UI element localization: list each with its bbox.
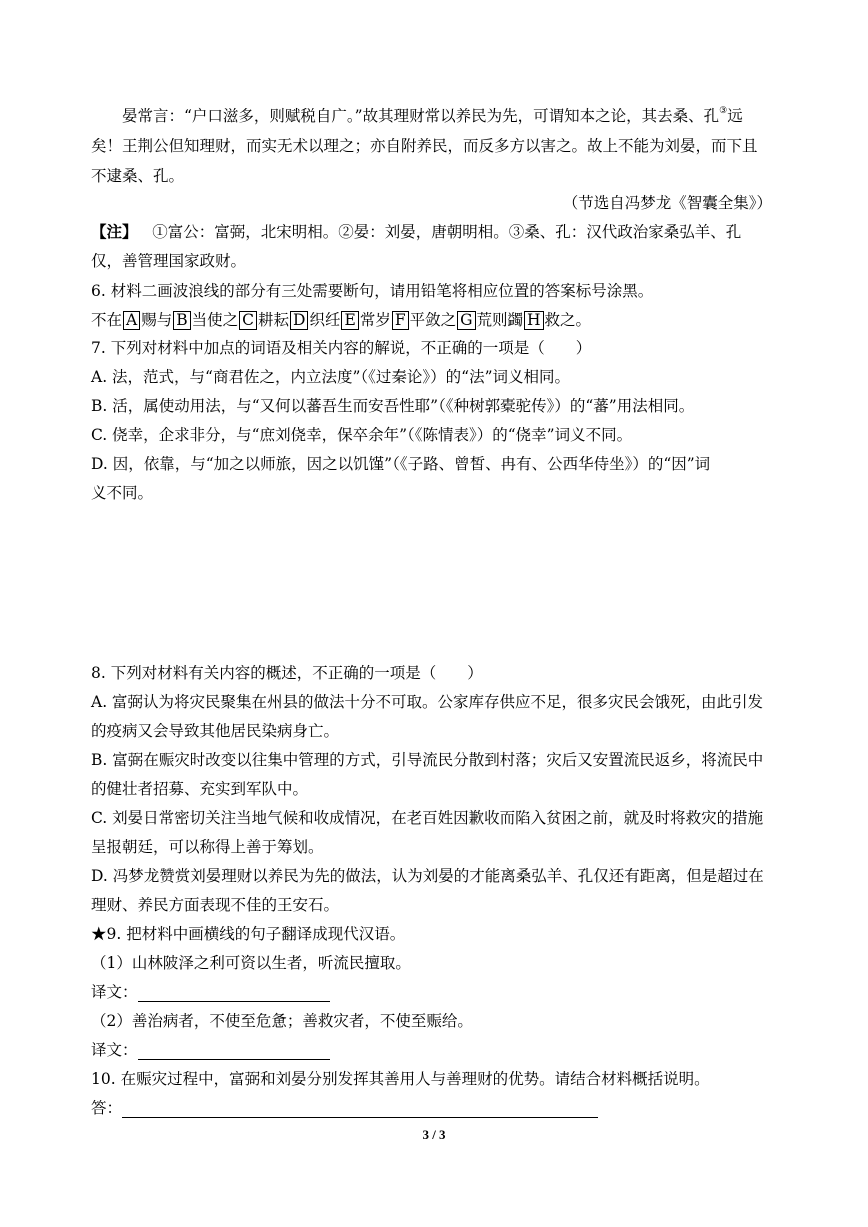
footnote-marker: ③ [719,106,728,116]
passage-line-2: 矣！王荆公但知理财，而实无术以理之；亦自附养民，而反多方以害之。故上不能为刘晏，而下且 [91,137,758,155]
passage-source: （节选自冯梦龙《智囊全集》） [562,194,772,212]
option-box-c[interactable]: C [239,311,257,330]
q7-option-c: C. 侥幸，企求非分，与“庶刘侥幸，保卒余年”（《陈情表》）的“侥幸”词义不同。 [91,426,633,444]
q8-option-a-line1: A. 富弼认为将灾民聚集在州县的做法十分不可取。公家库存供应不足，很多灾民会饿死，由此引发 [91,693,764,711]
q8-option-b-line2: 的健壮者招募、充实到军队中。 [91,780,309,798]
option-box-h[interactable]: H [524,311,544,330]
q8-option-d-line1: D. 冯梦龙赞赏刘晏理财以养民为先的做法，认为刘晏的才能离桑弘羊、孔仅还有距离，但是超过在 [91,867,764,885]
q7-option-d-line2: 义不同。 [91,484,154,502]
q10-answer: 答： [91,1098,781,1118]
option-box-a[interactable]: A [123,311,140,330]
q6-stem: 6. 材料二画波浪线的部分有三处需要断句，请用铅笔将相应位置的答案标号涂黑。 [91,282,654,300]
q10-stem: 10. 在赈灾过程中，富弼和刘晏分别发挥其善用人与善理财的优势。请结合材料概括说明。 [91,1070,710,1088]
q8-option-c-line2: 呈报朝廷，可以称得上善于筹划。 [91,838,324,856]
option-box-g[interactable]: G [457,311,475,330]
translation-answer-line-2[interactable] [138,1043,330,1060]
translation-answer-line-1[interactable] [138,985,330,1002]
option-box-e[interactable]: E [341,311,358,330]
q7-stem: 7. 下列对材料中加点的词语及相关内容的解说，不正确的一项是（ ） [91,339,592,357]
q10-answer-line[interactable] [122,1101,598,1118]
q8-option-b-line1: B. 富弼在赈灾时改变以往集中管理的方式，引导流民分散到村落；灾后又安置流民返乡，将流民中 [91,751,764,769]
q7-option-b: B. 活，属使动用法，与“又何以蕃吾生而安吾性耶”（《种树郭橐驼传》）的“蕃”用法相同。 [91,397,695,415]
q9-answer-2: 译文： [91,1040,781,1060]
note-label: 【注】 [91,222,138,241]
q9-stem: ★9. 把材料中画横线的句子翻译成现代汉语。 [91,925,406,943]
note-line-2: 仅，善管理国家政财。 [91,252,247,270]
q9-sentence-2: （2）善治病者，不使至危惫；善救灾者，不使至赈给。 [91,1012,473,1030]
passage-line-3: 不逮桑、孔。 [91,167,185,185]
q7-option-d-line1: D. 因，依靠，与“加之以师旅，因之以饥馑”（《子路、曾皙、冉有、公西华侍坐》）的“因”词 [91,455,711,473]
q8-option-a-line2: 的疫病又会导致其他居民染病身亡。 [91,722,340,740]
option-box-b[interactable]: B [173,311,190,330]
q8-option-c-line1: C. 刘晏日常密切关注当地气候和收成情况，在老百姓因歉收而陷入贫困之前，就及时将救灾的措施 [91,809,764,827]
q8-stem: 8. 下列对材料有关内容的概述，不正确的一项是（ ） [91,664,483,682]
q9-answer-1: 译文： [91,982,781,1002]
option-box-f[interactable]: F [392,311,409,330]
note-line-1: 【注】 ①富公：富弼，北宋明相。②晏：刘晏，唐朝明相。③桑、孔：汉代政治家桑弘羊、孔 [91,222,742,241]
q8-option-d-line2: 理财、养民方面表现不佳的王安石。 [91,896,340,914]
passage-line-1: 晏常言：“户口滋多，则赋税自广。”故其理财常以养民为先，可谓知本之论，其去桑、孔③远 [122,106,743,125]
option-box-d[interactable]: D [290,311,308,330]
q6-options: 不在 A 赐与 B 当使之 C 耕耘 D 织纴 E 常岁 F 平敛之 G 荒则蠲 H 救之。 [91,311,592,329]
q7-option-a: A. 法，范式，与“商君佐之，内立法度”（《过秦论》）的“法”词义相同。 [91,368,570,386]
q9-sentence-1: （1）山林陂泽之利可资以生者，听流民擅取。 [91,954,411,972]
page-number: 3 / 3 [422,1127,446,1142]
